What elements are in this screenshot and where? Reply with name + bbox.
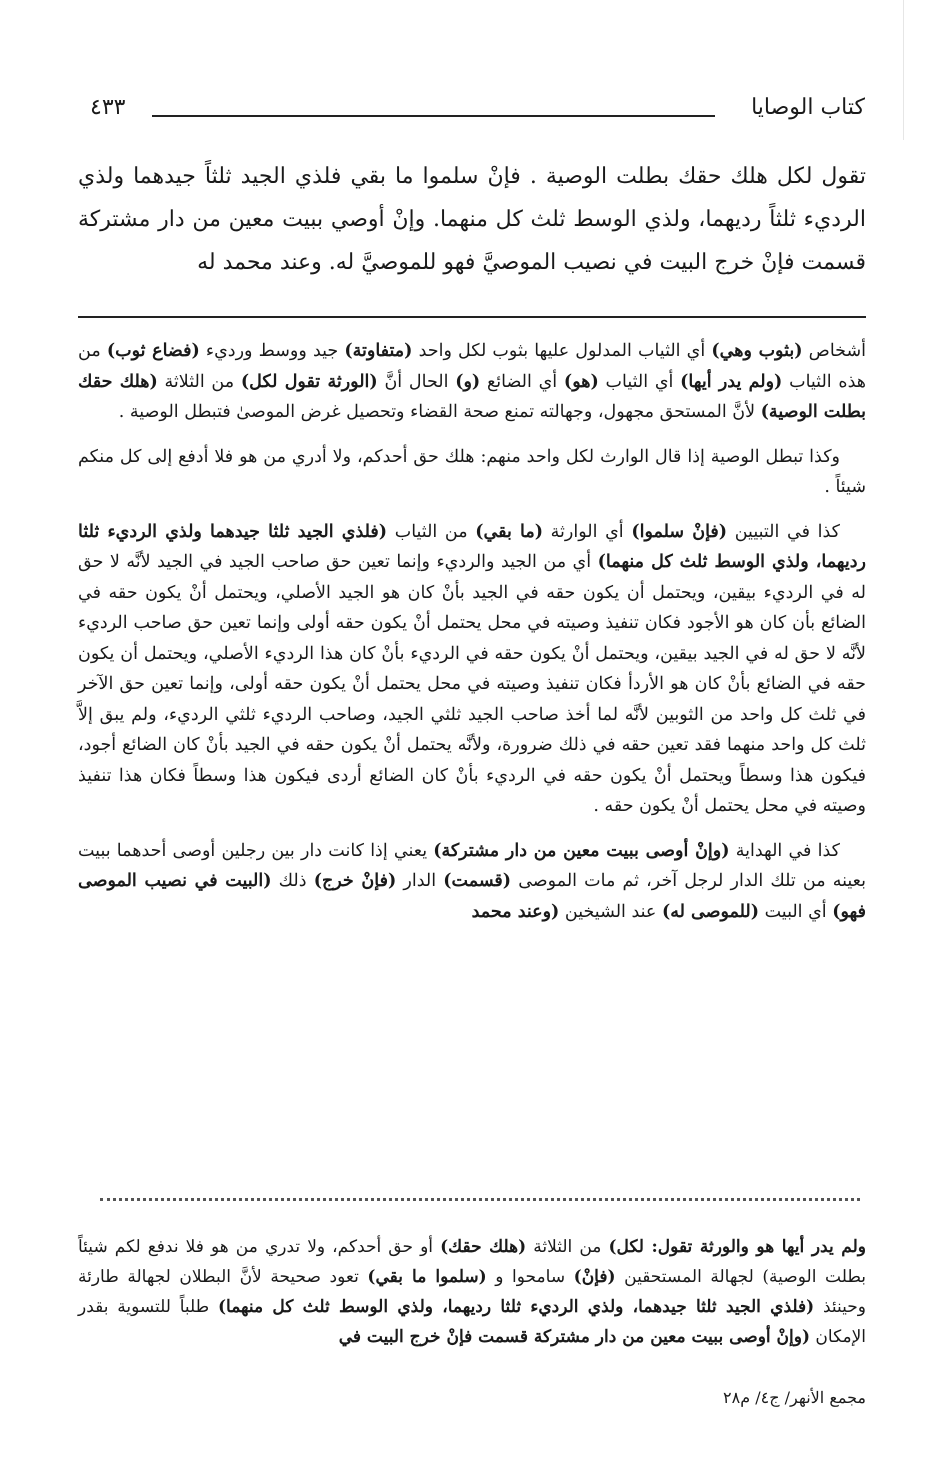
commentary-paragraph-4: كذا في الهداية (وإنْ أوصى ببيت معين من دار مشتركة) يعني إذا كانت دار بين رجلين أوصى أحدهما ببيت بعينه من تلك الدار لرجل آخر، ثم مات الموصى (قسمت) الدار (فإنْ خرج) ذلك (البيت في نصيب الموصى فهو) أي البيت (للموصى له) عند الشيخين (وعند محمد [78, 840, 866, 922]
header-rule [152, 115, 715, 117]
commentary-paragraph-2: وكذا تبطل الوصية إذا قال الوارث لكل واحد منهم: هلك حق أحدكم، ولا أدري من هو فلا أدفع إلى كل منكم شيئاً . [78, 446, 866, 497]
footnote-paragraph: ولم يدر أيها هو والورثة تقول: لكل) من الثلاثة (هلك حقك) أو حق أحدكم، ولا تدري من هو فلا ندفع لكم شيئاً بطلت الوصية) لجهالة المستحقين (فإنْ) سامحوا و (سلموا ما بقي) تعود صحيحة لأنَّ البطلان لجهالة طارئة وحينئذ (فلذي الجيد ثلثا جيدهما، ولذي الرديء ثلثا رديهما، ولذي الوسط ثلث كل منهما) طلباً للتسوية بقدر الإمكان (وإنْ أوصى ببيت معين من دار مشتركة قسمت فإنْ خرج البيت في [78, 1237, 867, 1347]
main-paragraph: تقول لكل هلك حقك بطلت الوصية . فإنْ سلموا ما بقي فلذي الجيد ثلثاً جيدهما ولذي الرديء ثلثاً رديهما، ولذي الوسط ثلث كل منهما. وإنْ أوصي ببيت معين من دار مشتركة قسمت فإنْ خرج البيت في نصيب الموصيَّ فهو للموصيَّ له. وعند محمد له [78, 164, 866, 275]
page-number: ٤٣٣ [90, 95, 126, 120]
running-header [90, 95, 865, 135]
footnote-separator [100, 1198, 860, 1201]
commentary-paragraph-1: أشخاص (بثوب وهي) أي الثياب المدلول عليها بثوب لكل واحد (متفاوتة) جيد ووسط ورديء (فضاع ثوب) من هذه الثياب (ولم يدر أيها) أي الثياب (هو) أي الضائع (و) الحال أنَّ (الورثة تقول لكل) من الثلاثة (هلك حقك بطلت الوصية) لأنَّ المستحق مجهول، وجهالته تمنع صحة القضاء وتحصيل غرض الموصىٰ فتبطل الوصية . [78, 341, 866, 422]
footnote [78, 1232, 866, 1352]
page-fold-line [903, 0, 904, 140]
chapter-title: كتاب الوصايا [751, 95, 865, 120]
main-text [78, 155, 866, 284]
commentary-paragraph-3: كذا في التبيين (فإنْ سلموا) أي الوارثة (ما بقي) من الثياب (فلذي الجيد ثلثا جيدهما ولذي الرديء ثلثا رديهما، ولذي الوسط ثلث كل منهما) أي من الجيد والرديء وإنما تعين حق صاحب الجيد في الجيد لأنَّه لا حق له في الرديء بيقين، ويحتمل أن يكون حقه في الجيد بأنْ كان هو الجيد الأصلي، ويحتمل أنْ يكون حقه في الضائع بأن كان هو الأجود فكان تنفيذ وصيته في محل يحتمل أنْ يكون حقه أولى وإنما تعين حق صاحب الرديء لأنَّه لا حق له في الجيد بيقين، ويحتمل أنْ يكون حقه في الرديء بأنْ كان هذا الرديء الأصلي، ويحتمل أن يكون حقه في الضائع بأنْ كان هو الأردأ فكان تنفيذ وصيته في محل يحتمل أنْ يكون حقه أولى، وإنما تعين حق الآخر في ثلث كل واحد من الثوبين لأنَّه لما أخذ صاحب الجيد ثلثي الجيد، وصاحب الرديء ثلثي الرديء، ولم يبق إلاَّ ثلث كل واحد منهما فقد تعين حقه في ذلك ضرورة، ولأنَّه يحتمل أنْ يكون حقه في الجيد بأنْ كان الضائع أجود، فيكون هذا وسطاً ويحتمل أنْ يكون حقه في الرديء بأنْ كان الضائع أردى فيكون هذا وسطاً فكان هذا تنفيذ وصيته في محل يحتمل أنْ يكون حقه . [78, 521, 866, 816]
main-separator [78, 316, 866, 318]
signature-mark: مجمع الأنهر/ ج٤/ م٢٨ [723, 1388, 866, 1407]
commentary [78, 336, 866, 941]
